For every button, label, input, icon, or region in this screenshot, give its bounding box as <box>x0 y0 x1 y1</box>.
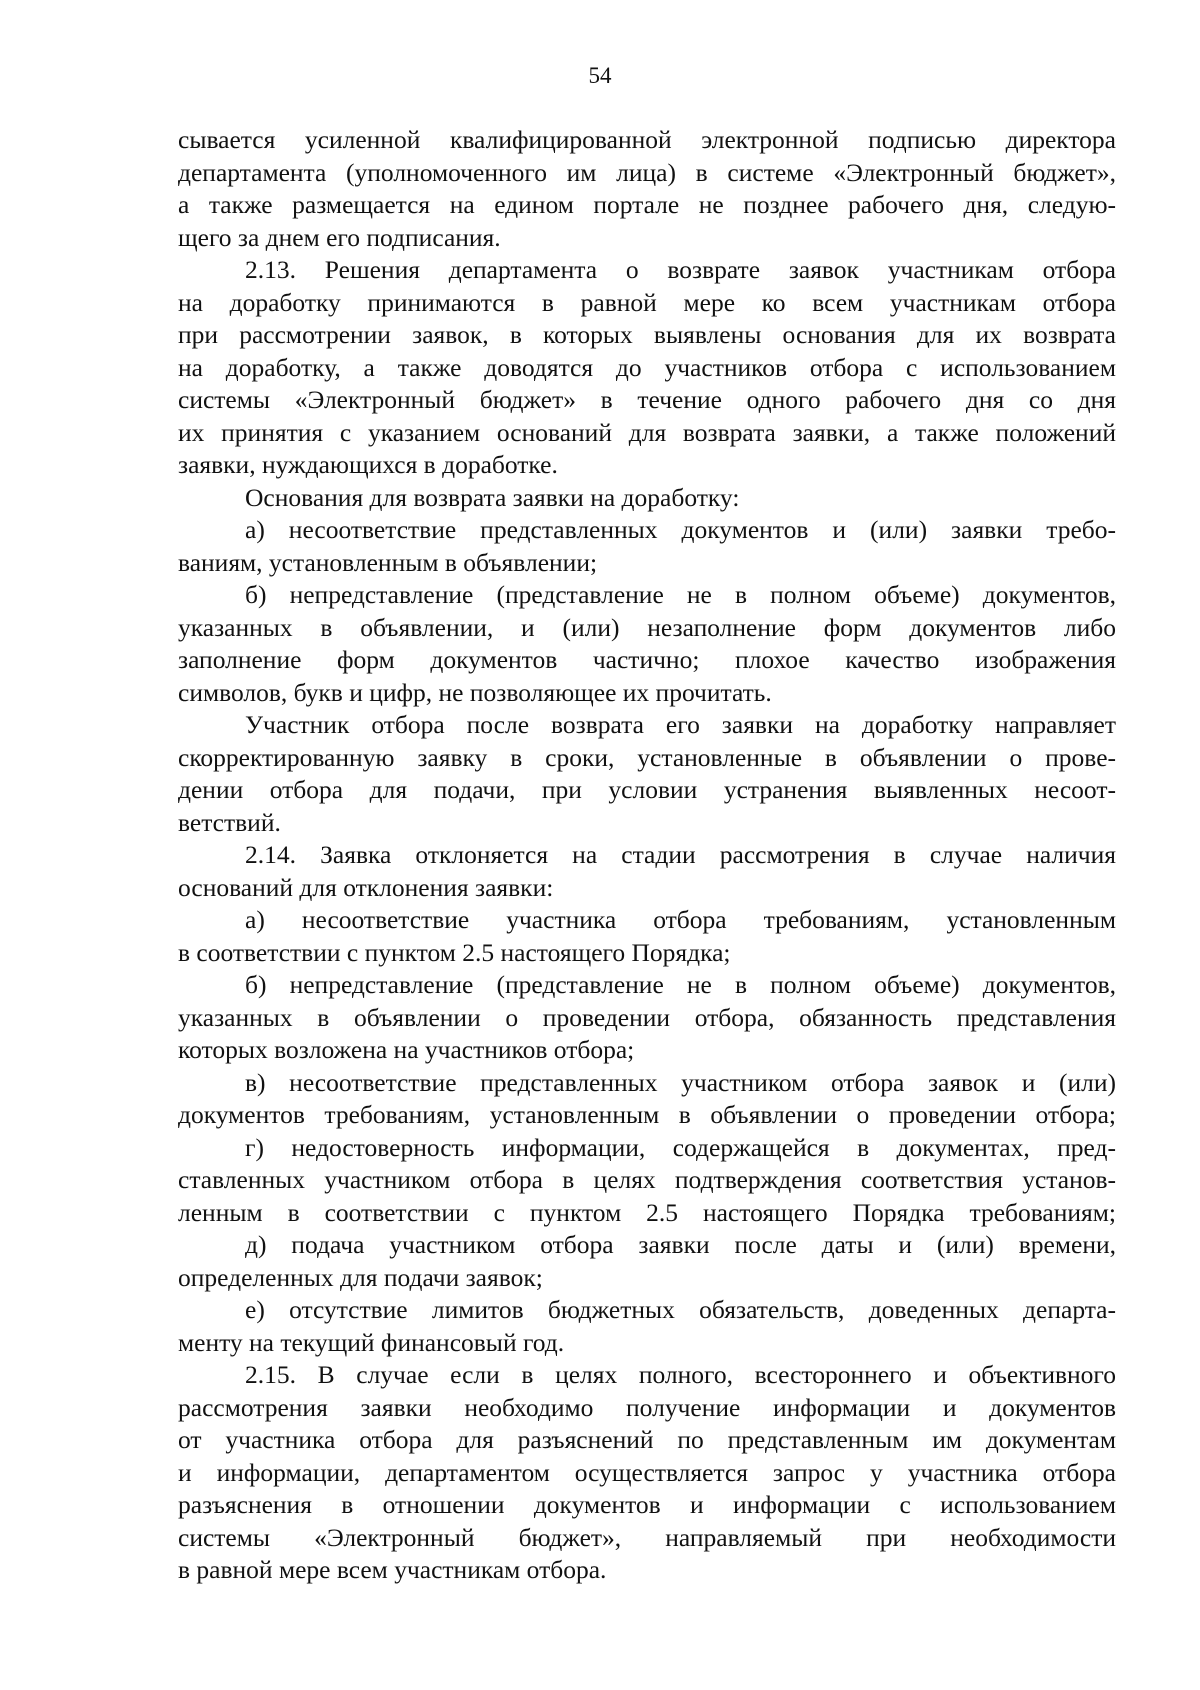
text-line: ставленных участником отбора в целях подтверждения соответствия установ- <box>178 1165 1116 1194</box>
document-body <box>178 124 1116 1587</box>
text-line: указанных в объявлении, и (или) незаполнение форм документов либо <box>178 612 1116 642</box>
text-line: а) несоответствие представленных документов и (или) заявки требо- <box>245 515 1116 544</box>
text-line: б) непредставление (представление не в полном объеме) документов, <box>245 970 1116 999</box>
text-line: скорректированную заявку в сроки, установленные в объявлении о прове- <box>178 742 1116 772</box>
text-line: символов, букв и цифр, не позволяющее их прочитать. <box>178 677 772 707</box>
text-line: в равной мере всем участникам отбора. <box>178 1555 607 1584</box>
text-line: сывается усиленной квалифицированной электронной подписью директора <box>178 125 1116 154</box>
text-line: менту на текущий финансовый год. <box>178 1327 565 1357</box>
text-line: определенных для подачи заявок; <box>178 1262 543 1292</box>
text-line: системы «Электронный бюджет», направляемый при необходимости <box>178 1522 1116 1552</box>
text-line: на доработку принимаются в равной мере ко всем участникам отбора <box>178 287 1116 317</box>
text-line: документов требованиям, установленным в объявлении о проведении отбора; <box>178 1100 1116 1129</box>
text-line: 2.13. Решения департамента о возврате заявок участникам отбора <box>245 255 1116 284</box>
text-line: их принятия с указанием оснований для возврата заявки, а также положений <box>178 417 1116 447</box>
text-line: разъяснения в отношении документов и информации с использованием <box>178 1490 1116 1519</box>
page-number: 54 <box>588 63 612 88</box>
text-line: от участника отбора для разъяснений по представленным им документам <box>178 1425 1116 1454</box>
text-line: оснований для отклонения заявки: <box>178 872 554 902</box>
text-line: дении отбора для подачи, при условии устранения выявленных несоот- <box>178 775 1116 804</box>
text-line: 2.14. Заявка отклоняется на стадии рассмотрения в случае наличия <box>245 840 1116 869</box>
text-line: 2.15. В случае если в целях полного, всестороннего и объективного <box>245 1360 1116 1389</box>
text-line: указанных в объявлении о проведении отбора, обязанность представления <box>178 1002 1116 1032</box>
text-line: заявки, нуждающихся в доработке. <box>178 450 558 479</box>
text-line: при рассмотрении заявок, в которых выявлены основания для их возврата <box>178 320 1116 349</box>
text-line: Участник отбора после возврата его заявки на доработку направляет <box>245 710 1116 739</box>
text-line: ленным в соответствии с пунктом 2.5 настоящего Порядка требованиям; <box>178 1197 1116 1227</box>
text-line: б) непредставление (представление не в полном объеме) документов, <box>245 580 1116 609</box>
text-line: рассмотрения заявки необходимо получение информации и документов <box>178 1392 1116 1422</box>
text-line: на доработку, а также доводятся до участников отбора с использованием <box>178 352 1116 382</box>
text-line: и информации, департаментом осуществляется запрос у участника отбора <box>178 1457 1116 1487</box>
text-line: ветствий. <box>178 807 281 837</box>
text-line: заполнение форм документов частично; плохое качество изображения <box>178 645 1116 674</box>
text-line: г) недостоверность информации, содержащейся в документах, пред- <box>245 1132 1116 1162</box>
text-line: в) несоответствие представленных участником отбора заявок и (или) <box>245 1067 1116 1097</box>
text-line: системы «Электронный бюджет» в течение одного рабочего дня со дня <box>178 385 1116 414</box>
text-line: д) подача участником отбора заявки после даты и (или) времени, <box>245 1230 1116 1259</box>
text-line: департамента (уполномоченного им лица) в системе «Электронный бюджет», <box>178 157 1116 187</box>
text-line: а также размещается на едином портале не позднее рабочего дня, следую- <box>178 190 1116 219</box>
text-line: а) несоответствие участника отбора требованиям, установленным <box>245 905 1116 934</box>
text-line: ваниям, установленным в объявлении; <box>178 547 598 577</box>
text-line: в соответствии с пунктом 2.5 настоящего Порядка; <box>178 937 731 967</box>
text-line: которых возложена на участников отбора; <box>178 1035 635 1064</box>
text-line: е) отсутствие лимитов бюджетных обязательств, доведенных департа- <box>245 1295 1116 1324</box>
text-line: щего за днем его подписания. <box>178 222 501 252</box>
text-line: Основания для возврата заявки на доработку: <box>245 482 740 512</box>
